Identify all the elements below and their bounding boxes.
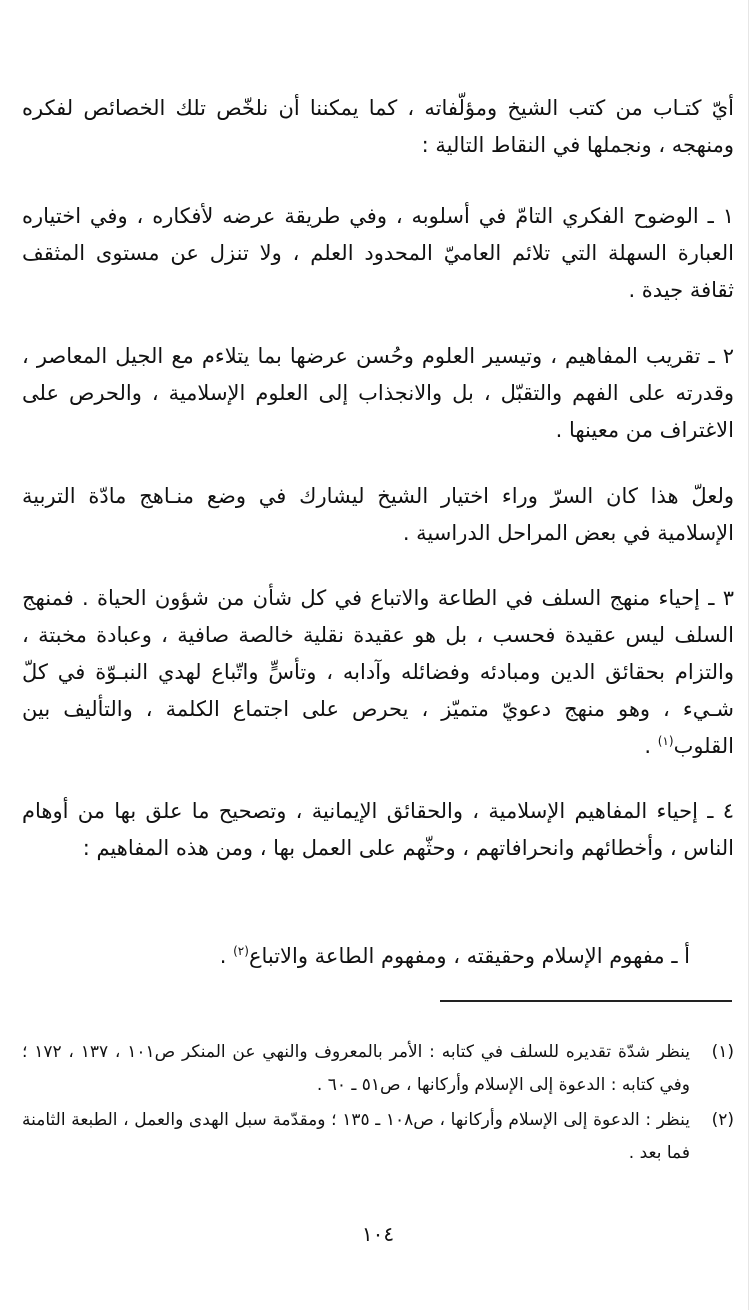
footnote-1-text: ينظر شدّة تقديره للسلف في كتابه : الأمر بالمعروف والنهي عن المنكر ص١٠١ ، ١٣٧ ، ١٧٢ ؛ وفي كتابه : الدعوة إلى الإسلام وأركانها ، ص٥١ ـ ٦٠ . xyxy=(22,1042,691,1095)
sub-point-a-text: أ ـ مفهوم الإسلام وحقيقته ، ومفهوم الطاعة والاتباع xyxy=(248,944,690,968)
footnotes xyxy=(22,1036,734,1172)
sub-point-a-end: . xyxy=(219,944,234,968)
footnote-1 xyxy=(22,1036,734,1102)
point-3-paragraph xyxy=(22,580,734,765)
footnote-ref-1[interactable]: (١) xyxy=(657,734,674,748)
footnote-ref-2[interactable]: (٢) xyxy=(233,944,249,958)
footnote-1-number: (١) xyxy=(711,1042,734,1062)
point-3-text: ٣ ـ إحياء منهج السلف في الطاعة والاتباع في كل شأن من شؤون الحياة . فمنهج السلف ليس عقيدة فحسب ، بل هو عقيدة نقلية خالصة صافية ، وعبادة مخبتة ، والتزام بحقائق الدين ومبادئه وفضائله وآدابه ، وتأسٍّ واتّباع لهدي النبـوّة في كلّ شـيء ، وهو منهج دعويّ متميّز ، يحرص على اجتماع الكلمة ، والتأليف بين القلوب xyxy=(22,586,734,758)
footnote-2-text: ينظر : الدعوة إلى الإسلام وأركانها ، ص١٠٨ ـ ١٣٥ ؛ ومقدّمة سبل الهدى والعمل ، الطبعة الثامنة فما بعد . xyxy=(22,1110,690,1163)
point-2-text: ٢ ـ تقريب المفاهيم ، وتيسير العلوم وحُسن عرضها بما يتلاءم مع الجيل المعاصر ، وقدرته على الفهم والتقبّل ، بل والانجذاب إلى العلوم الإسلامية ، والحرص على الاغتراف من معينها . xyxy=(22,344,734,442)
footnote-2-number: (٢) xyxy=(711,1110,734,1130)
footnote-separator xyxy=(440,1000,732,1002)
page-edge xyxy=(748,0,749,1310)
page-number: ١٠٤ xyxy=(361,1222,395,1246)
point-1-clarity xyxy=(22,198,734,309)
sub-point-a-paragraph xyxy=(22,938,690,975)
point-3-salaf-method xyxy=(22,580,734,765)
point-3-end: . xyxy=(644,734,658,758)
paragraph-curriculum xyxy=(22,478,734,552)
point-4-revive-concepts xyxy=(22,793,734,867)
sub-point-a xyxy=(22,938,734,975)
point-4-text: ٤ ـ إحياء المفاهيم الإسلامية ، والحقائق الإيمانية ، وتصحيح ما علق بها من أوهام الناس ، وأخطائهم وانحرافاتهم ، وحثّهم على العمل بها ، ومن هذه المفاهيم : xyxy=(22,799,734,860)
point-2-simplify-concepts xyxy=(22,338,734,449)
point-1-text: ١ ـ الوضوح الفكري التامّ في أسلوبه ، وفي طريقة عرضه لأفكاره ، وفي اختياره العبارة السهلة التي تلائم العاميّ المحدود العلم ، ولا تنزل عن مستوى المثقف ثقافة جيدة . xyxy=(22,204,734,302)
paragraph-intro xyxy=(22,90,734,164)
paragraph-curriculum-text: ولعلّ هذا كان السرّ وراء اختيار الشيخ ليشارك في وضع منـاهج مادّة التربية الإسلامية في بعض المراحل الدراسية . xyxy=(22,484,734,545)
paragraph-intro-text: أيّ كتـاب من كتب الشيخ ومؤلّفاته ، كما يمكننا أن نلخّص تلك الخصائص لفكره ومنهجه ، ونجملها في النقاط التالية : xyxy=(22,96,734,157)
footnote-2 xyxy=(22,1104,734,1170)
